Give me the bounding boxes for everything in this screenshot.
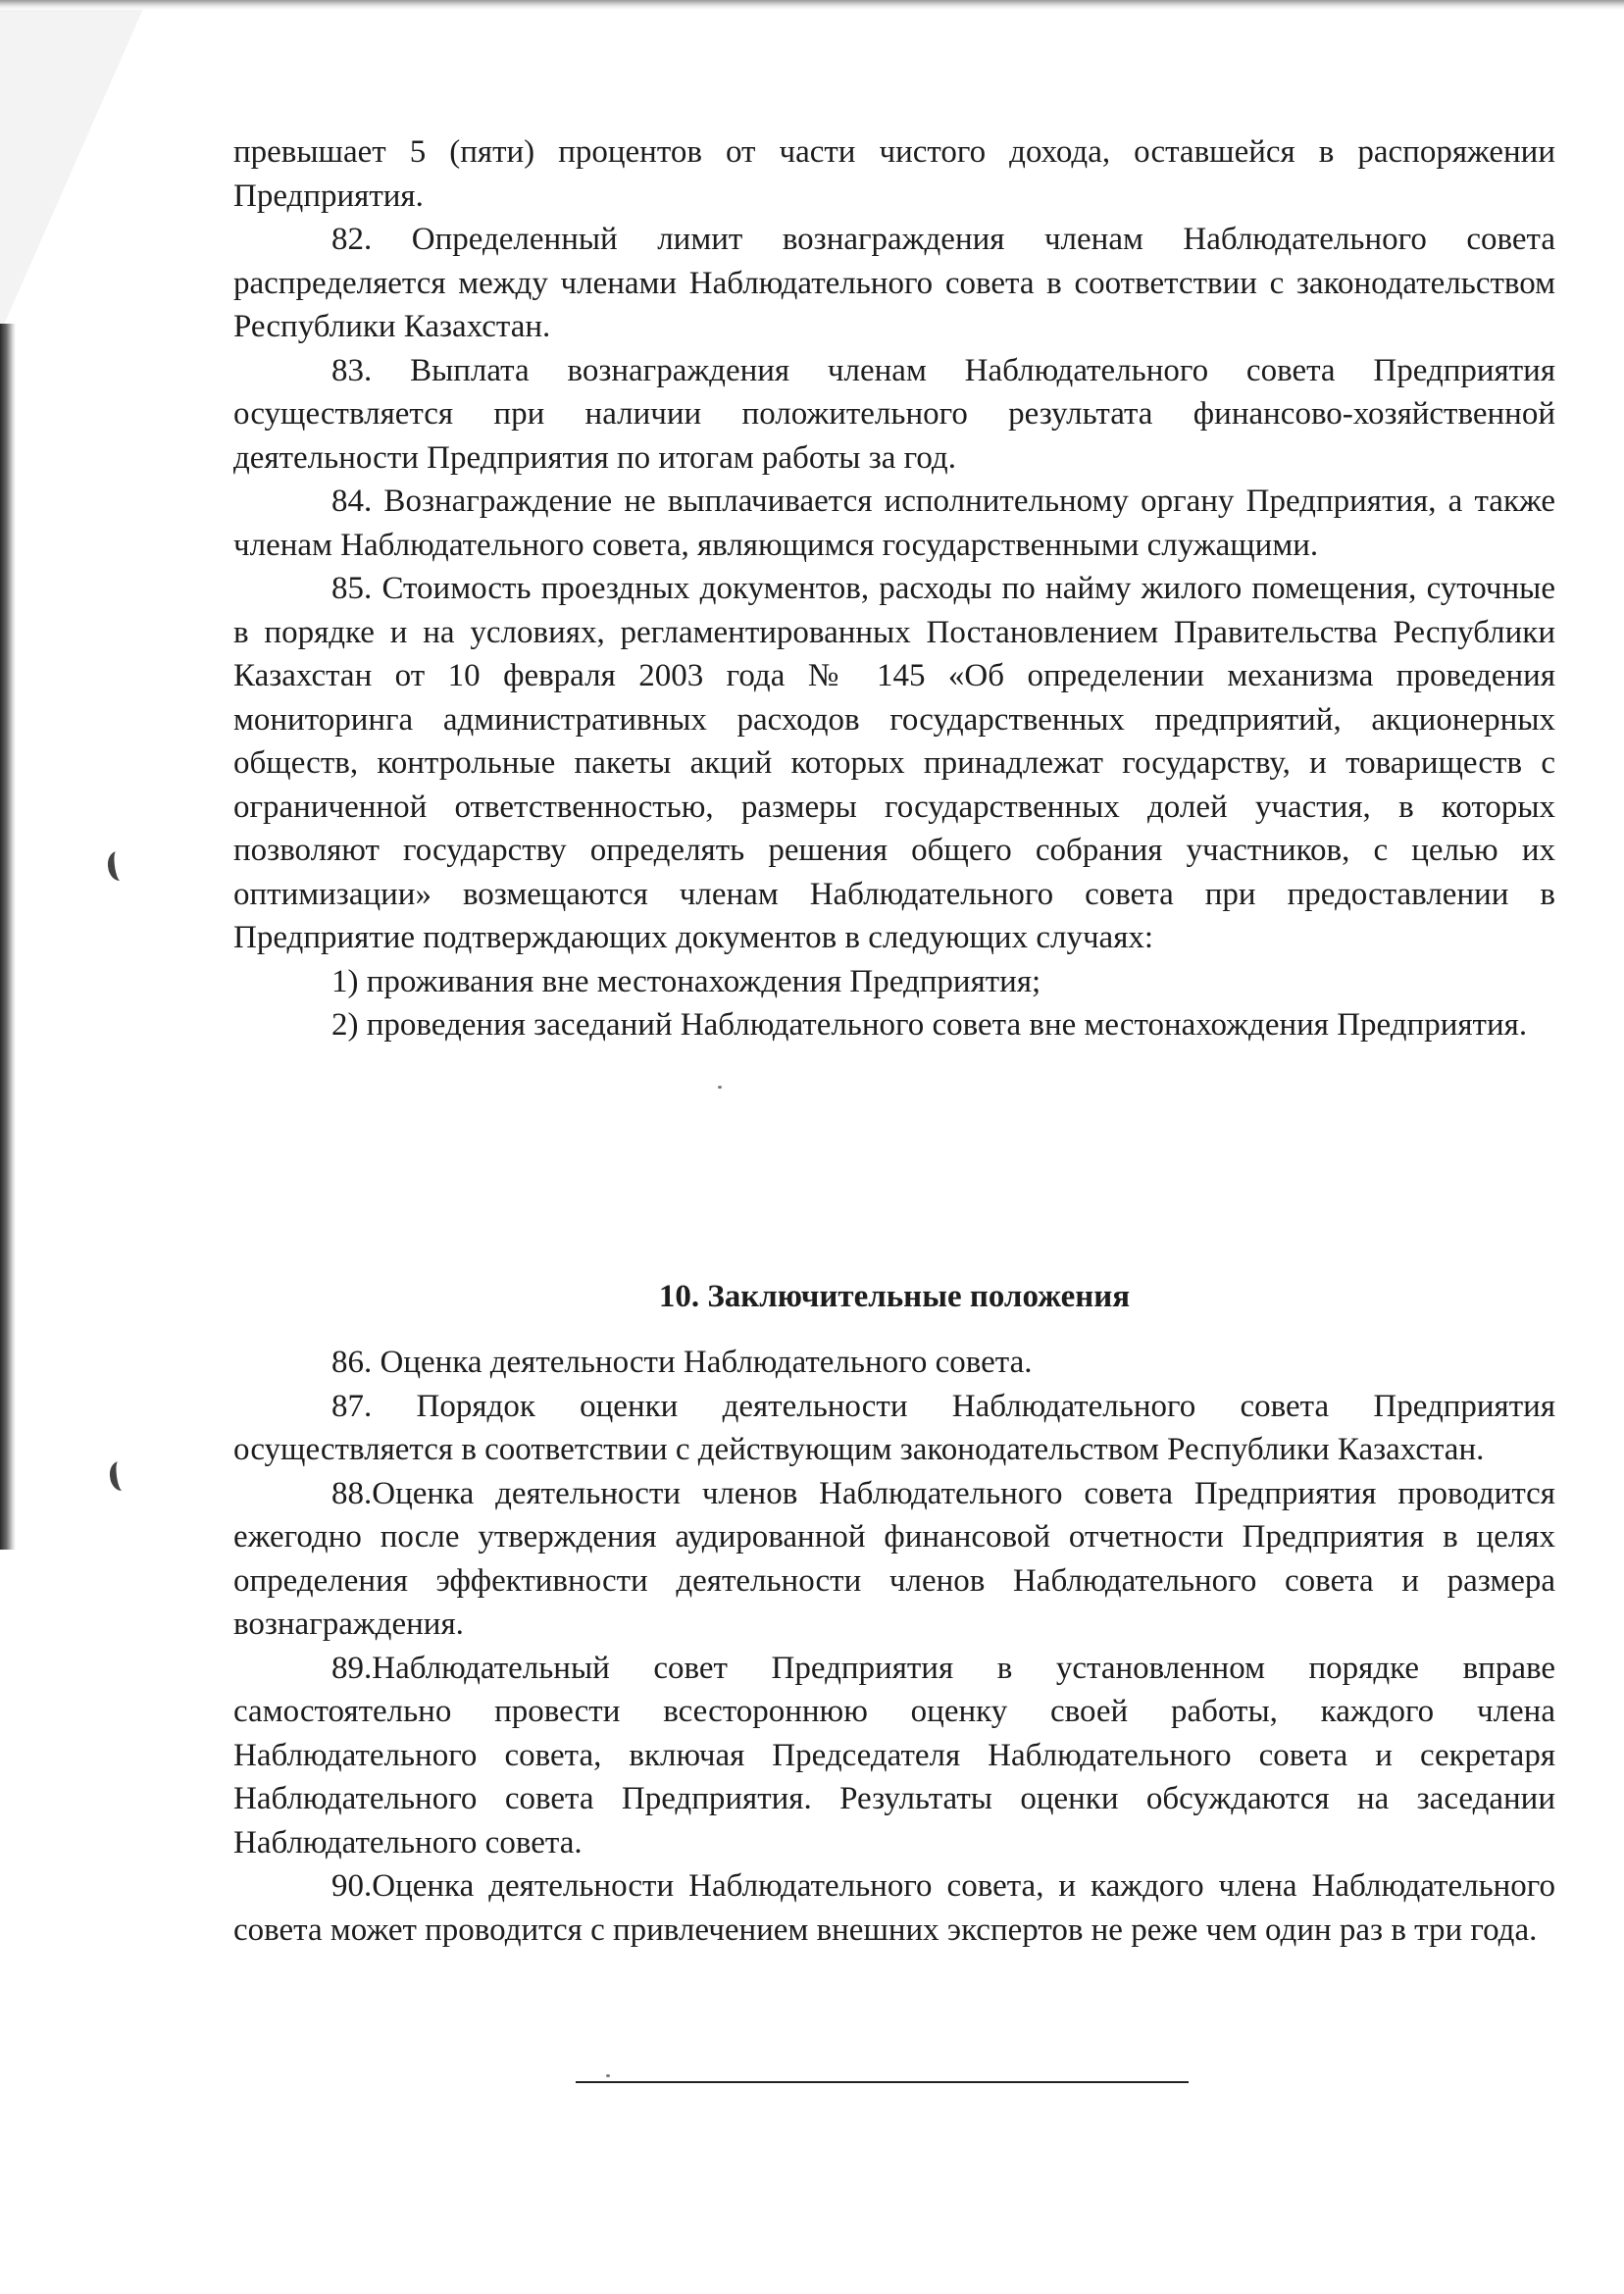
scan-top-edge [0, 0, 1624, 10]
paragraph-84: 84. Вознаграждение не выплачивается исполнительному органу Предприятия, а также членам Наблюдательного совета, являющимся государственными служащими. [233, 484, 1555, 563]
end-of-document-rule [576, 2081, 1189, 2083]
section-heading: 10. Заключительные положения [658, 1279, 1131, 1314]
paragraph-89: 89.Наблюдательный совет Предприятия в установленном порядке вправе самостоятельно провести всестороннюю оценку своей работы, каждого члена Наблюдательного совета, включая Председателя Наблюдательного совета и секретаря Наблюдательного совета Предприятия. Результаты оценки обсуждаются на заседании Наблюдательного совета. [233, 1650, 1555, 1861]
scan-binding-edge [0, 324, 16, 1550]
paragraph-86: 86. Оценка деятельности Наблюдательного совета. [331, 1345, 1033, 1380]
paragraph-83: 83. Выплата вознаграждения членам Наблюдательного совета Предприятия осуществляется при наличии положительного результата финансово-хозяйственной деятельности Предприятия по итогам работы за год. [233, 352, 1555, 476]
scan-speck [606, 2074, 610, 2077]
list-item-1: 1) проживания вне местонахождения Предприятия; [331, 963, 1041, 999]
document-body-lower [233, 1341, 1555, 1952]
scan-speck [718, 1086, 722, 1089]
document-body-upper [233, 130, 1555, 1047]
scan-corner-shadow [0, 0, 147, 333]
paragraph-82: 82. Определенный лимит вознаграждения членам Наблюдательного совета распределяется между членами Наблюдательного совета в соответствии с законодательством Республики Казахстан. [233, 222, 1555, 344]
punch-hole-mark [106, 850, 130, 883]
paragraph-85: 85. Стоимость проездных документов, расходы по найму жилого помещения, суточные в порядке и на условиях, регламентированных Постановлением Правительства Республики Казахстан от 10 февраля 2003 года № 145 «Об определении механизма проведения мониторинга административных расходов государственных предприятий, акционерных обществ, контрольные пакеты акций которых принадлежат государству, и товариществ с ограниченной ответственностью, размеры государственных долей участия, в которых позволяют государству определять решения общего собрания участников, с целью их оптимизации» возмещаются членам Наблюдательного совета при предоставлении в Предприятие подтверждающих документов в следующих случаях: [233, 571, 1555, 955]
paragraph-88: 88.Оценка деятельности членов Наблюдательного совета Предприятия проводится ежегодно после утверждения аудированной финансовой отчетности Предприятия в целях определения эффективности деятельности членов Наблюдательного совета и размера вознаграждения. [233, 1475, 1555, 1642]
list-item-2: 2) проведения заседаний Наблюдательного совета вне местонахождения Предприятия. [331, 1007, 1528, 1043]
paragraph-87: 87. Порядок оценки деятельности Наблюдательного совета Предприятия осуществляется в соответствии с действующим законодательством Республики Казахстан. [233, 1388, 1555, 1467]
punch-hole-mark [108, 1460, 132, 1493]
paragraph-90: 90.Оценка деятельности Наблюдательного совета, и каждого члена Наблюдательного совета может проводится с привлечением внешних экспертов не реже чем один раз в три года. [233, 1868, 1555, 1948]
paragraph-continuation: превышает 5 (пяти) процентов от части чистого дохода, оставшейся в распоряжении Предприятия. [233, 134, 1555, 214]
